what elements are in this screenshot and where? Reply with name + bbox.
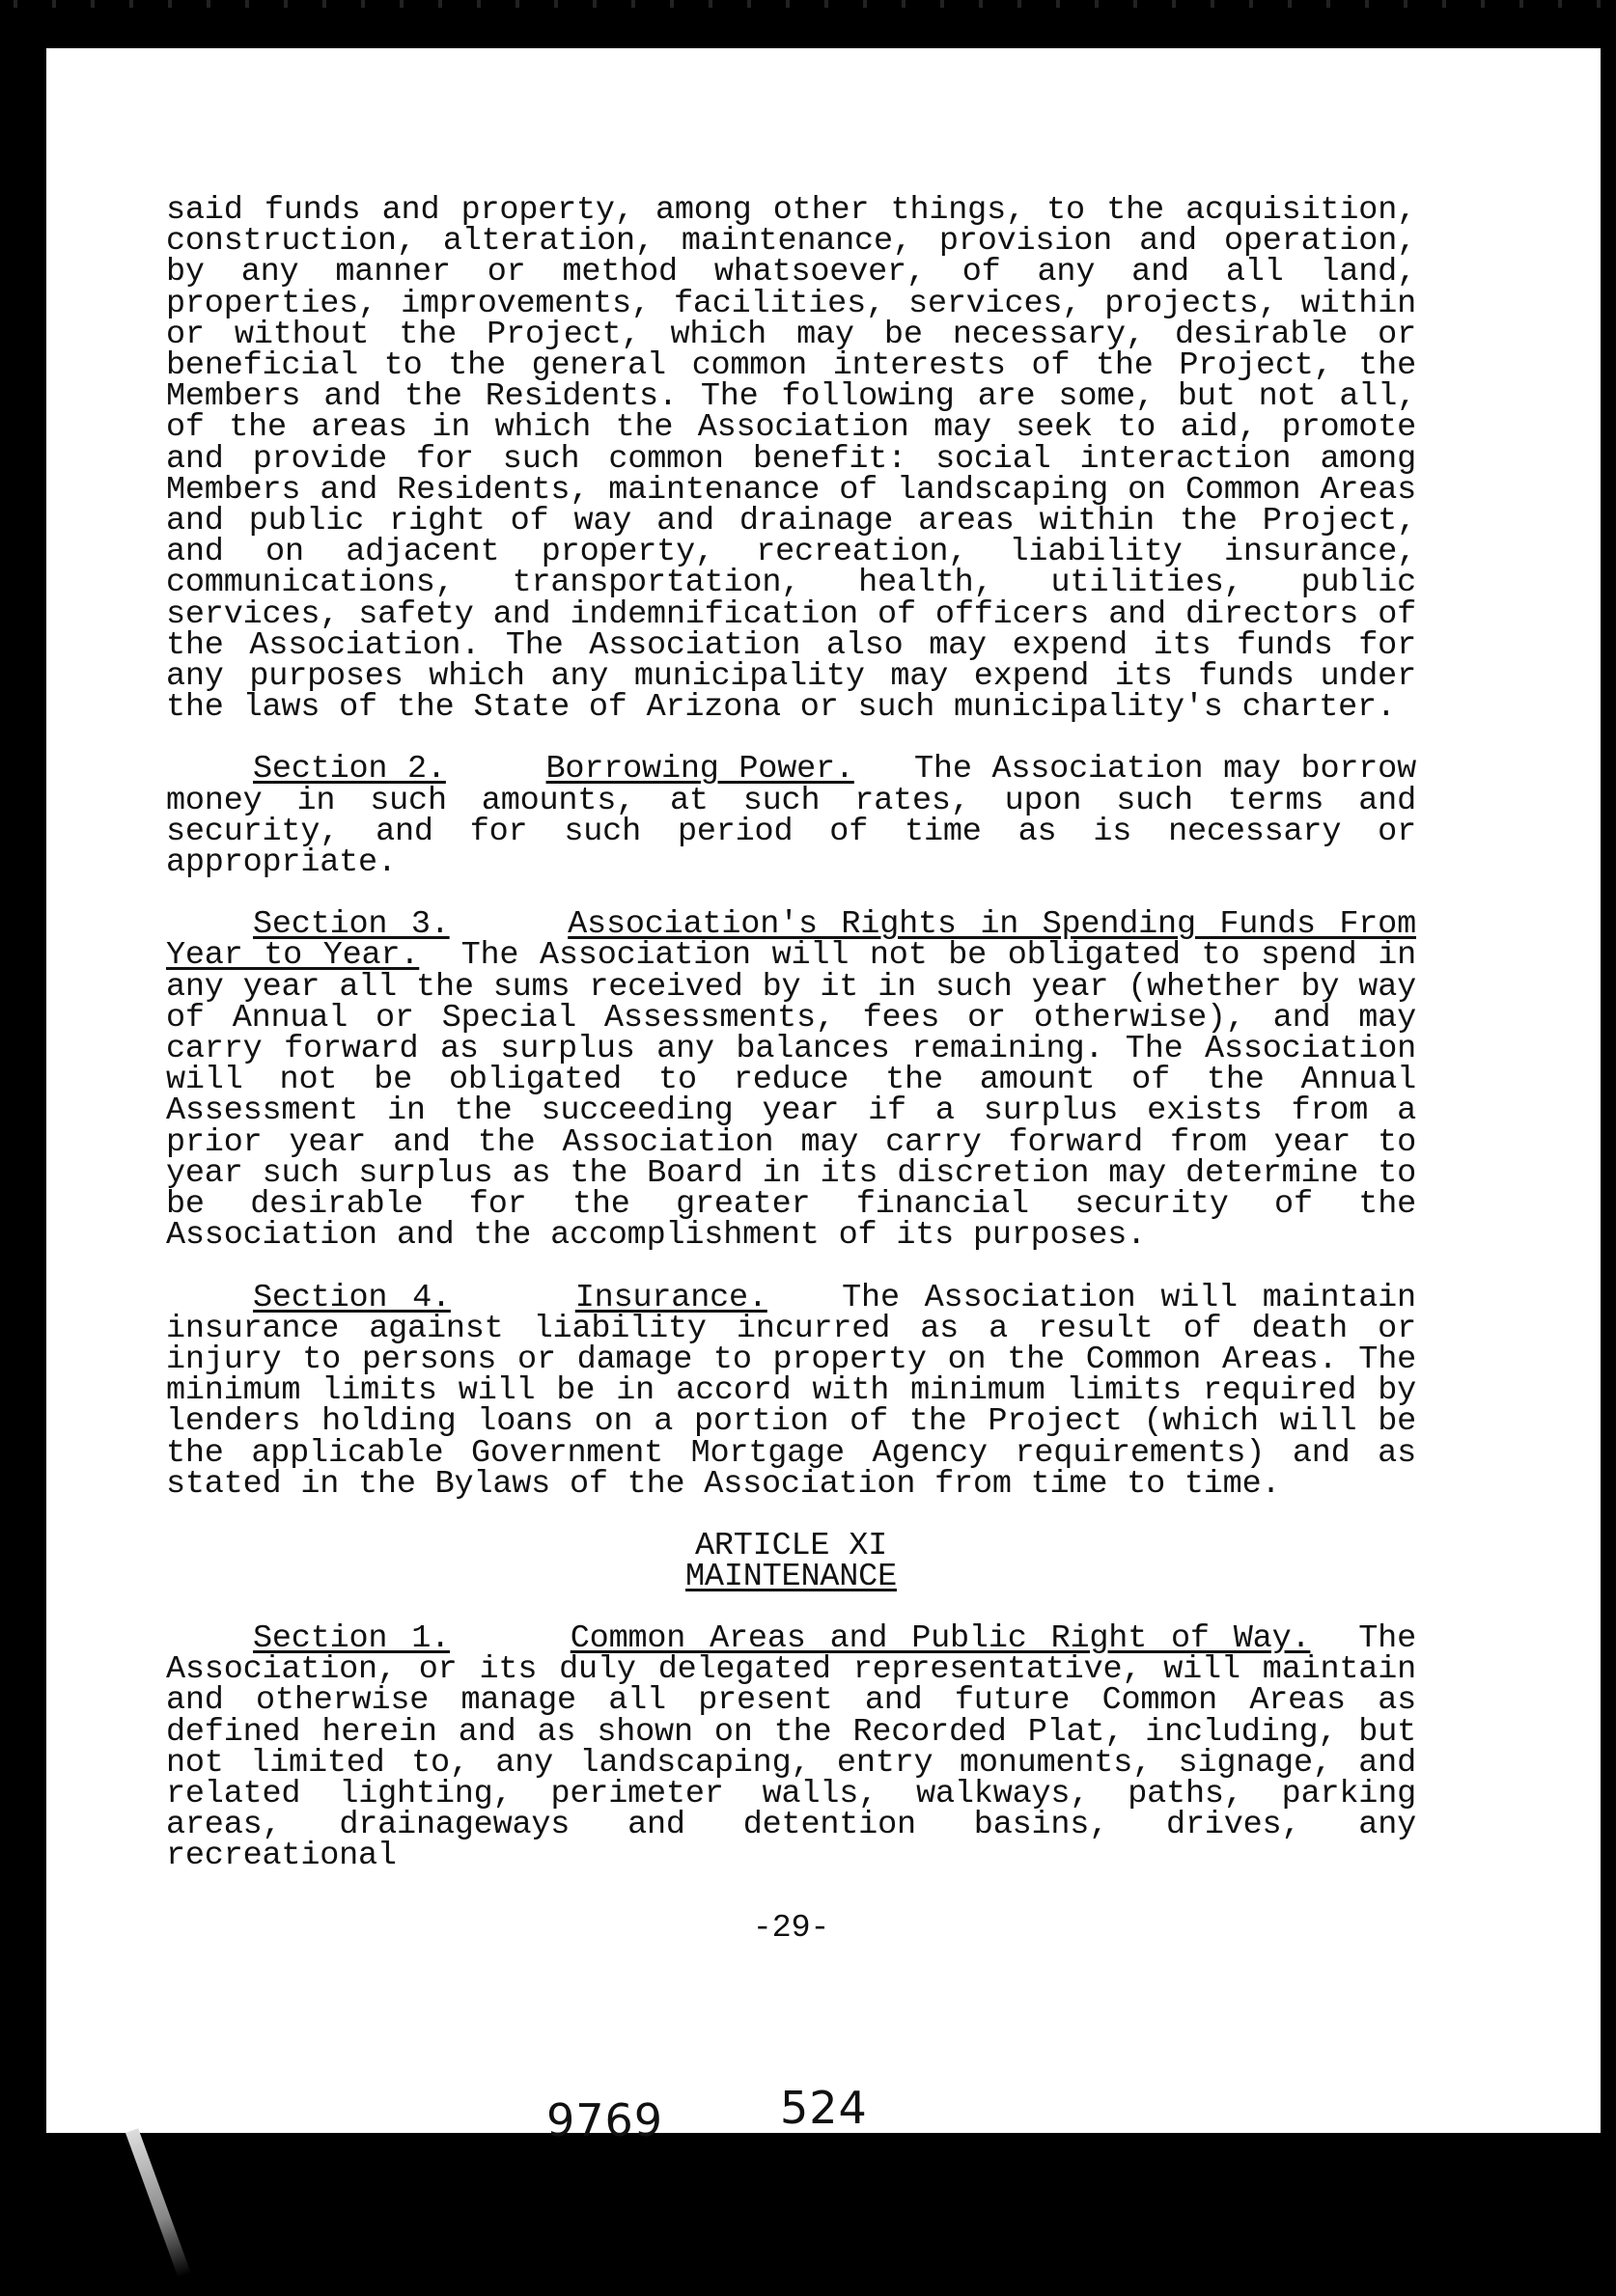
scan-artifact xyxy=(125,2128,191,2278)
intro-paragraph: said funds and property, among other things, to the acquisition, construction, alteration, maintenance, provision and operation, by any manner or method whatsoever, of any and all land, properties, improvements, facilities, services, projects, within or without the Project, which may be necessary, desirable or beneficial to the general common interests of the Project, the Members and the Residents. The following are some, but not all, of the areas in which the Association may seek to aid, promote and provide for such common benefit: social interaction among Members and Residents, maintenance of landscaping on Common Areas and public right of way and drainage areas within the Project, and on adjacent property, recreation, liability insurance, communications, transportation, health, utilities, public services, safety and indemnification of officers and directors of the Association. The Association also may expend its funds for any purposes which any municipality may expend its funds under the laws of the State of Arizona or such municipality's charter. xyxy=(166,192,1416,727)
section-2-body: The Association may borrow money in such amounts, at such rates, upon such terms and security, and for such period of time as is necessary or appropriate. xyxy=(166,751,1416,882)
article-section-1-paragraph xyxy=(166,1619,1416,1875)
handwritten-number-right: 524 xyxy=(780,2082,868,2134)
article-title: MAINTENANCE xyxy=(685,1558,897,1595)
handwritten-number-left: 9769 xyxy=(546,2094,664,2146)
section-2-label: Section 2. xyxy=(253,751,446,788)
section-4-title: Insurance. xyxy=(574,1279,767,1316)
article-section-1-title: Common Areas and Public Right of Way. xyxy=(570,1619,1311,1657)
section-3-label: Section 3. xyxy=(253,906,450,944)
section-4-body: The Association will maintain insurance against liability incurred as a result of death or injury to persons or damage to property on the Common Areas. The minimum limits will be in accord with minimum limits required by lenders holding loans on a portion of the Project (which will be the applicable Government Mortgage Agency requirements) and as stated in the Bylaws of the Association from time to time. xyxy=(166,1279,1416,1503)
section-3-paragraph xyxy=(166,906,1417,1255)
article-number: ARTICLE XI xyxy=(694,1527,888,1564)
section-4-paragraph xyxy=(166,1279,1416,1503)
page-number: -29- xyxy=(752,1909,830,1947)
section-2-title: Borrowing Power. xyxy=(545,751,854,788)
scan-edge xyxy=(0,0,1616,8)
article-section-1-label: Section 1. xyxy=(253,1619,451,1657)
document-body xyxy=(166,192,1417,1947)
section-3-body: The Association will not be obligated to spend in any year all the sums received by it in such year (whether by way of Annual or Special Assessments, fees or otherwise), and may carry forward as surplus any balances remaining. The Association will not be obligated to reduce the amount of the Annual Assessment in the succeeding year if a surplus exists from a prior year and the Association may carry forward from year to year such surplus as the Board in its discretion may determine to be desirable for the greater financial security of the Association and the accomplishment of its purposes. xyxy=(166,937,1417,1255)
section-3-title: Association's Rights in Spending Funds From Year to Year. xyxy=(166,906,1416,975)
article-section-1-body: The Association, or its duly delegated representative, will maintain and otherwise manage all present and future Common Areas as defined herein and as shown on the Recorded Plat, including, but not limited to, any landscaping, entry monuments, signage, and related lighting, perimeter walls, walkways, paths, parking areas, drainageways and detention basins, drives, any recreational xyxy=(166,1619,1416,1875)
section-4-label: Section 4. xyxy=(253,1279,451,1316)
article-heading xyxy=(166,1527,1416,1595)
section-2-paragraph xyxy=(166,751,1416,882)
